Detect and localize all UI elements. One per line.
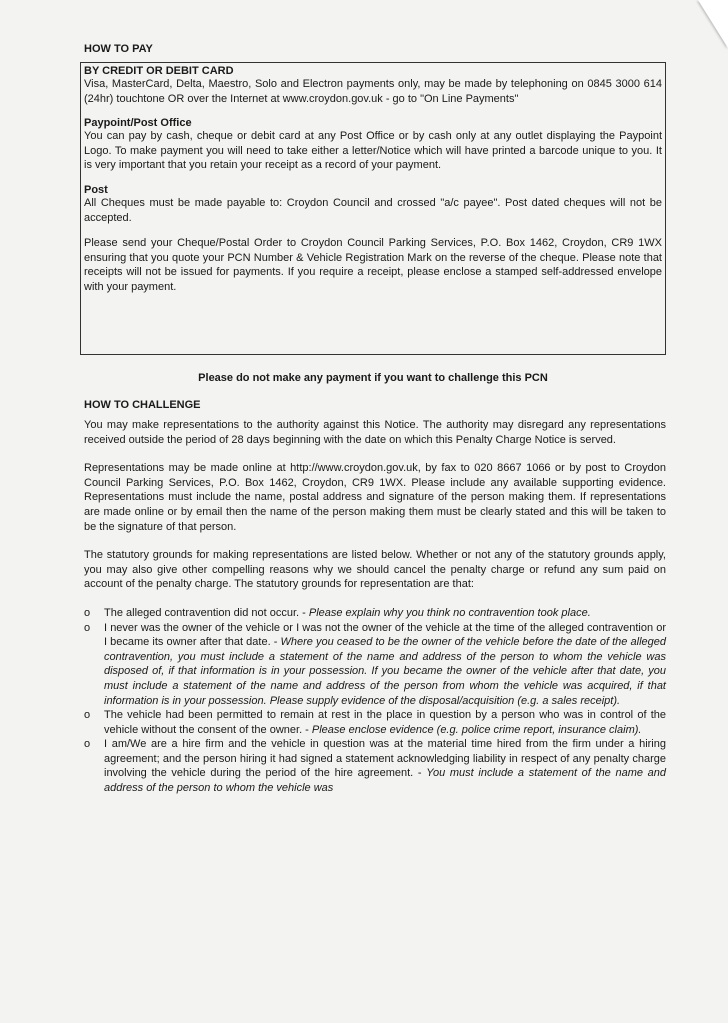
post-heading: Post: [84, 183, 108, 196]
ground-text: I never was the owner of the vehicle or I was not the owner of the vehicle at the time of the alleged contravention or I became its owner after that date. -: [104, 621, 666, 649]
credit-card-text: Visa, MasterCard, Delta, Maestro, Solo and Electron payments only, may be made by telephoning on 0845 3000 614 (24hr) touchtone OR over the Internet at www.croydon.gov.uk - go to "On Line Payments": [84, 78, 662, 105]
paypoint-text: You can pay by cash, cheque or debit card at any Post Office or by cash only at any outlet displaying the Paypoint Logo. To make payment you will need to take either a letter/Notice which will have printed a barcode unique to you. It is very important that you retain your receipt as a record of your payment.: [84, 130, 662, 172]
ground-text: I am/We are a hire firm and the vehicle in question was at the material time hired from the firm under a hiring agreement; and the person hiring it had signed a statement acknowledging liability in respect of any penalty charge involving the vehicle during the period of the hire agreement. -: [104, 738, 666, 780]
challenge-paragraph-3: The statutory grounds for making representations are listed below. Whether or not any of the statutory grounds apply, you may also give other compelling reasons why we should cancel the penalty charge or refund any sum paid on account of the penalty charge. The statutory grounds for representation are that:: [84, 549, 666, 591]
paypoint-section: [84, 117, 662, 173]
how-to-challenge-section: [84, 399, 666, 796]
ground-note: You must include a statement of the name and address of the person to whom the vehicle was: [104, 767, 667, 795]
post-text-cheques: All Cheques must be made payable to: Croydon Council and crossed "a/c payee". Post dated cheques will not be accepted.: [84, 196, 662, 224]
paypoint-heading: Paypoint/Post Office: [84, 117, 192, 130]
bullet-marker: o: [84, 606, 91, 619]
how-to-challenge-heading: HOW TO CHALLENGE: [84, 399, 201, 411]
ground-note: Where you ceased to be the owner of the vehicle before the date of the alleged contravention, you must include a statement of the name and address of the person to whom the vehicle was disposed of, if that information is in your possession. If you became the owner of the vehicle after that date, you must include a statement of the name and address of the person from whom the vehicle was acquired, if that information is in your possession. Please supply evidence of the disposal/acquisition (e.g. a sales receipt).: [104, 636, 666, 707]
statutory-grounds-list: [84, 606, 666, 796]
payment-methods-box: [80, 62, 666, 355]
page-fold-corner: [698, 0, 728, 48]
post-text-address: Please send your Cheque/Postal Order to Croydon Council Parking Services, P.O. Box 1462, Croydon, CR9 1WX ensuring that you quote your PCN Number & Vehicle Registration Mark on the reverse of the cheque. Please note that receipts will not be issued for payments. If you require a receipt, please enclose a stamped self-addressed envelope with your payment.: [84, 237, 662, 293]
credit-card-section: [84, 65, 662, 106]
post-section: [84, 184, 662, 295]
bullet-marker: o: [84, 738, 91, 751]
credit-card-heading: BY CREDIT OR DEBIT CARD: [84, 65, 234, 77]
ground-item: [84, 737, 666, 795]
bullet-marker: o: [84, 709, 91, 722]
ground-note: Please explain why you think no contravention took place.: [308, 606, 591, 619]
how-to-pay-heading: HOW TO PAY: [84, 43, 153, 55]
bullet-marker: o: [84, 621, 91, 634]
ground-item: [84, 606, 666, 621]
ground-note: Please enclose evidence (e.g. police crime report, insurance claim).: [311, 723, 642, 736]
challenge-paragraph-2: Representations may be made online at http://www.croydon.gov.uk, by fax to 020 8667 1066 or by post to Croydon Council Parking Services, P.O. Box 1462, Croydon, CR9 1WX. Please include any available supporting evidence. Representations must include the name, postal address and signature of the person making them. If representations are made online or by email then the name of the person making them must be clearly stated and this will be taken to be the signature of that person.: [84, 462, 666, 533]
ground-text: The vehicle had been permitted to remain at rest in the place in question by a person who was in control of the vehicle without the consent of the owner. -: [104, 709, 666, 736]
ground-item: [84, 708, 666, 737]
ground-text: The alleged contravention did not occur. -: [104, 606, 309, 619]
payment-warning: Please do not make any payment if you want to challenge this PCN: [198, 372, 548, 384]
ground-item: [84, 621, 666, 709]
challenge-paragraph-1: You may make representations to the authority against this Notice. The authority may disregard any representations received outside the period of 28 days beginning with the date on which this Penalty Charge Notice is served.: [84, 419, 666, 446]
